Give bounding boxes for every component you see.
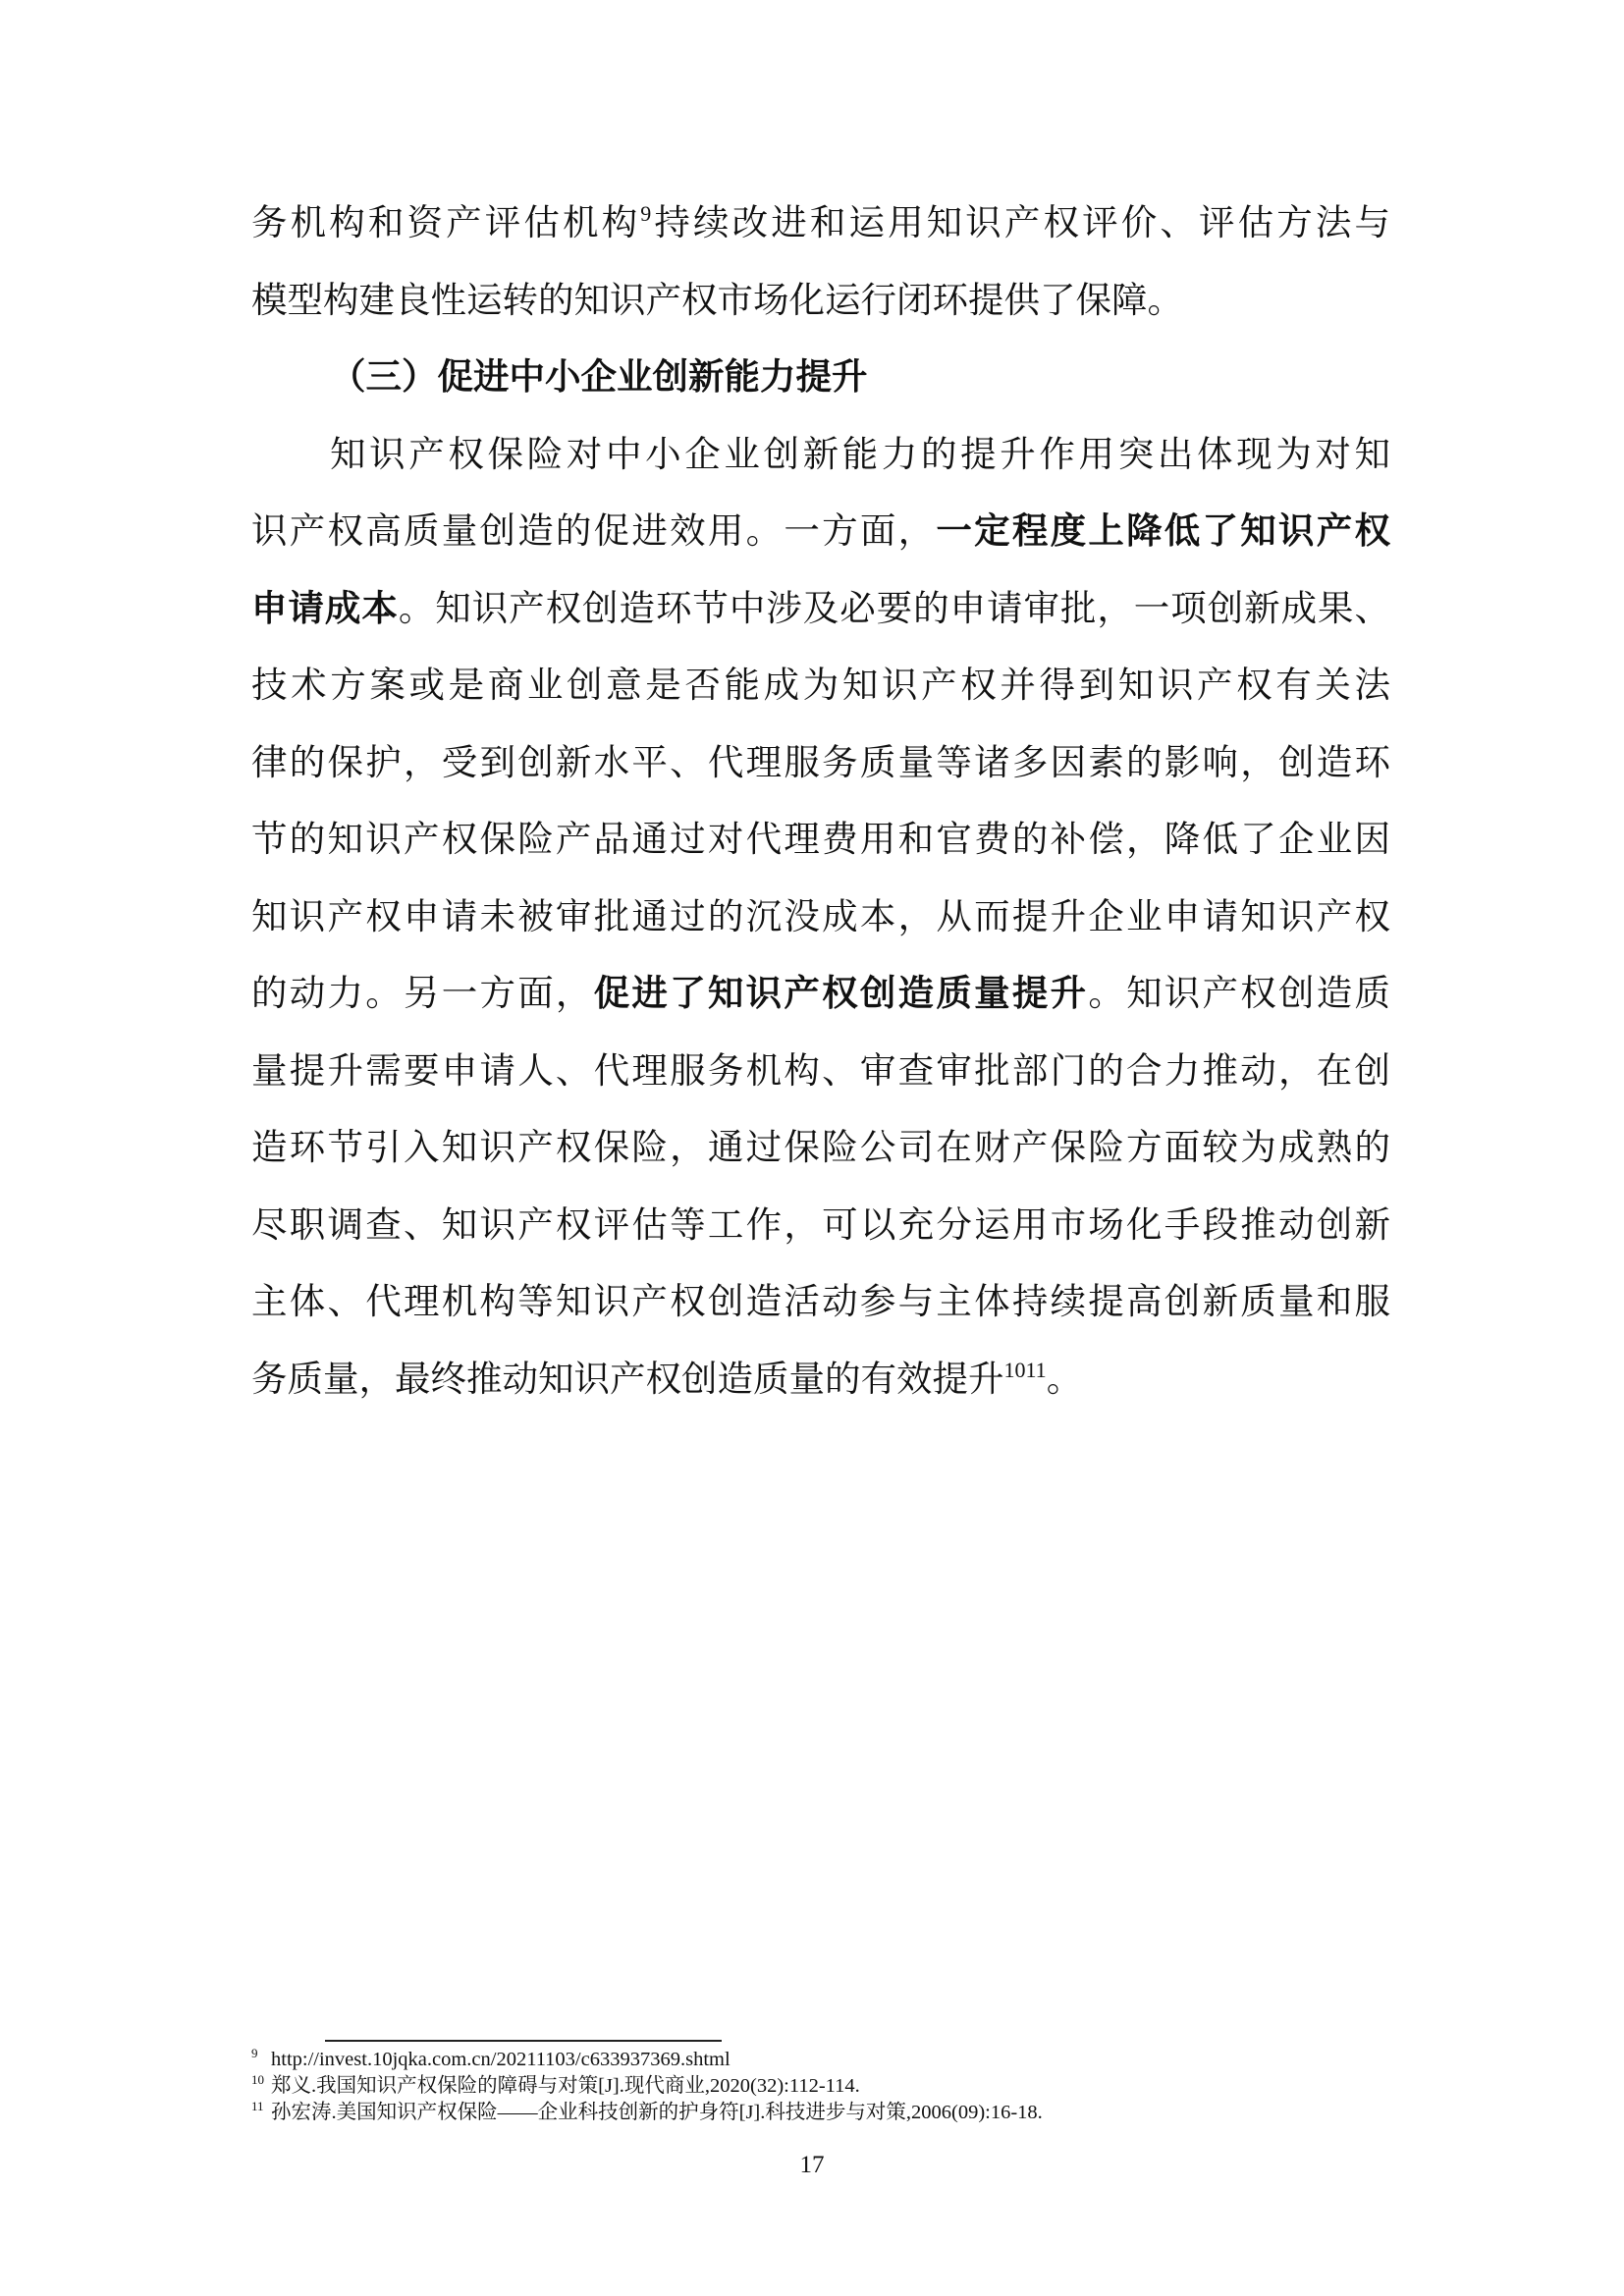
paragraph-line	[251, 955, 1390, 1033]
text-run: 模型构建良性运转的知识产权市场化运行闭环提供了保障。	[251, 278, 1183, 321]
footnote-item: 10 郑义.我国知识产权保险的障碍与对策[J].现代商业,2020(32):112-114.	[251, 2072, 860, 2097]
footnotes	[251, 2046, 1430, 2125]
footnote-text: 孙宏涛.美国知识产权保险——企业科技创新的护身符[J].科技进步与对策,2006(09):16-18.	[271, 2102, 1043, 2123]
footnote-ref-9[interactable]: 9	[640, 201, 652, 226]
text-run: 技术方案或是商业创意是否能成为知识产权并得到知识产权有关法	[251, 664, 1390, 706]
paragraph-line	[251, 416, 1390, 494]
paragraph-line	[251, 879, 1390, 956]
text-run: 量提升需要申请人、代理服务机构、审查审批部门的合力推动，在创	[251, 1048, 1390, 1092]
footnote-item: 11 孙宏涛.美国知识产权保险——企业科技创新的护身符[J].科技进步与对策,2006(09):16-18.	[251, 2099, 1043, 2123]
bold-emphasis: 促进了知识产权创造质量提升	[593, 972, 1089, 1014]
bold-emphasis: 一定程度上降低了知识产权	[936, 509, 1391, 552]
paragraph-line	[251, 724, 1390, 802]
text-run: 主体、代理机构等知识产权创造活动参与主体持续提高创新质量和服	[251, 1280, 1390, 1322]
section-heading	[251, 339, 1390, 416]
text-run: 识产权高质量创造的促进效用。一方面，	[251, 509, 937, 552]
paragraph-line	[251, 801, 1390, 879]
text-run: 持续改进和运用知识产权评价、评估方法与	[651, 201, 1391, 243]
text-run: 律的保护，受到创新水平、代理服务质量等诸多因素的影响，创造环	[251, 740, 1390, 783]
footnote-item: 9 http://invest.10jqka.com.cn/20211103/c633937369.shtml	[251, 2046, 731, 2070]
text-run: 。	[1046, 1357, 1083, 1400]
paragraph-line	[251, 185, 1390, 262]
text-run: 务质量，最终推动知识产权创造质量的有效提升	[251, 1357, 1004, 1400]
text-run: 。知识产权创造质	[1088, 972, 1391, 1014]
paragraph-line	[251, 1033, 1390, 1110]
text-run: 知识产权申请未被审批通过的沉没成本，从而提升企业申请知识产权	[251, 894, 1390, 937]
paragraph-line	[251, 570, 1390, 648]
text-run: 造环节引入知识产权保险，通过保险公司在财产保险方面较为成熟的	[251, 1126, 1390, 1168]
footnote-divider	[325, 2040, 722, 2042]
text-run: 节的知识产权保险产品通过对代理费用和官费的补偿，降低了企业因	[251, 818, 1390, 860]
footnote-ref-10-11[interactable]: 1011	[1003, 1357, 1047, 1382]
text-run: 尽职调查、知识产权评估等工作，可以充分运用市场化手段推动创新	[251, 1202, 1390, 1246]
paragraph-line	[251, 1109, 1390, 1187]
paragraph-line	[251, 493, 1390, 570]
footnote-text: 郑义.我国知识产权保险的障碍与对策[J].现代商业,2020(32):112-114.	[271, 2075, 860, 2097]
paragraph-line	[251, 647, 1390, 724]
paragraph-line	[251, 1341, 1390, 1418]
text-run: 知识产权保险对中小企业创新能力的提升作用突出体现为对知	[330, 432, 1390, 475]
text-run: 务机构和资产评估机构	[251, 201, 641, 243]
footnote-link[interactable]: http://invest.10jqka.com.cn/20211103/c633937369.shtml	[271, 2049, 731, 2070]
section-heading-text: （三）促进中小企业创新能力提升	[330, 355, 868, 398]
paragraph-line	[251, 1187, 1390, 1264]
paragraph-line	[251, 1263, 1390, 1341]
body-text	[251, 185, 1390, 1417]
paragraph-line	[251, 262, 1390, 340]
text-run: 。知识产权创造环节中涉及必要的申请审批，一项创新成果、	[398, 586, 1391, 629]
text-run: 的动力。另一方面，	[251, 972, 594, 1014]
page-number: 17	[799, 2152, 825, 2178]
bold-emphasis: 申请成本	[251, 586, 399, 629]
